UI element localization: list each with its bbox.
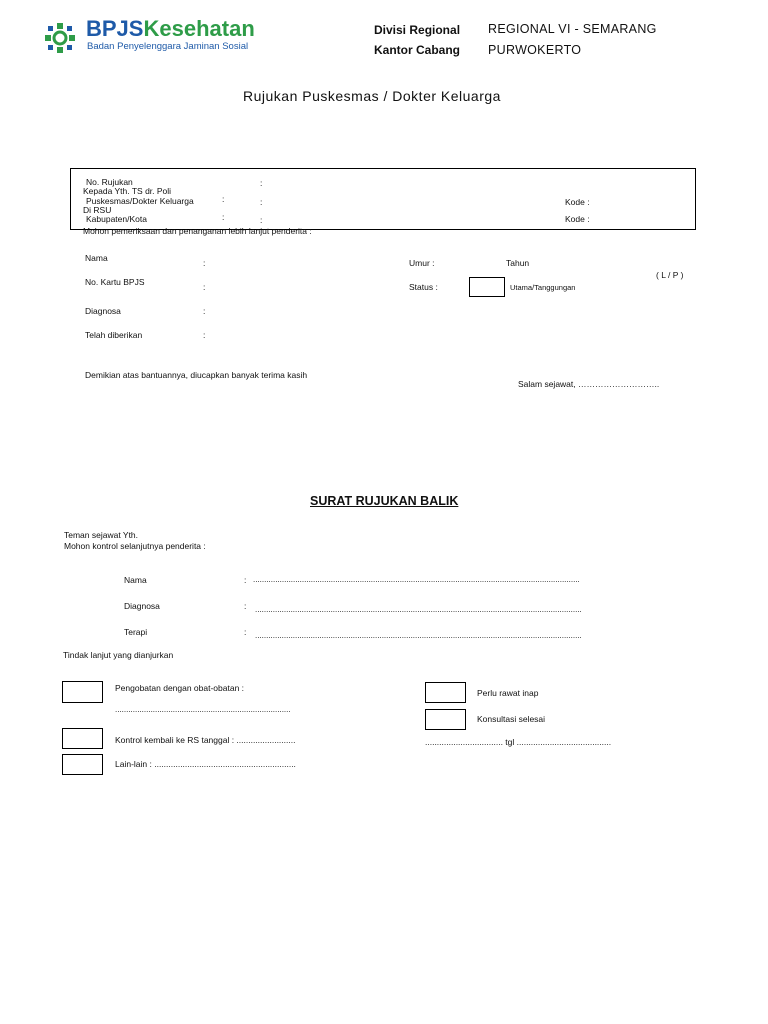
page-title: Rujukan Puskesmas / Dokter Keluarga bbox=[243, 88, 501, 104]
balik-nama-line[interactable]: ................................................................................................................................................... bbox=[253, 575, 580, 584]
tanggal-line[interactable]: ................................. tgl ........................................ bbox=[425, 737, 612, 747]
brand-name bbox=[86, 16, 255, 42]
balik-nama-label: Nama bbox=[124, 575, 147, 585]
kontrol-checkbox[interactable] bbox=[62, 728, 103, 749]
rawat-inap-label: Perlu rawat inap bbox=[477, 688, 539, 698]
rawat-inap-checkbox[interactable] bbox=[425, 682, 466, 703]
divisi-value: REGIONAL VI - SEMARANG bbox=[488, 22, 657, 36]
balik-terapi-label: Terapi bbox=[124, 627, 148, 637]
kabupaten-colon-2: : bbox=[260, 215, 263, 225]
pengobatan-line[interactable]: ............................................................................... bbox=[115, 705, 291, 714]
brand-subtitle: Badan Penyelenggara Jaminan Sosial bbox=[87, 41, 249, 52]
konsultasi-checkbox[interactable] bbox=[425, 709, 466, 730]
diagnosa-colon: : bbox=[203, 306, 206, 316]
bpjs-logo-icon bbox=[44, 22, 76, 54]
no-kartu-colon: : bbox=[203, 282, 206, 292]
brand-part2: Kesehatan bbox=[143, 16, 255, 41]
diagnosa-label: Diagnosa bbox=[85, 306, 121, 316]
balik-nama-colon: : bbox=[244, 575, 247, 585]
puskesmas-colon: : bbox=[222, 194, 225, 204]
lain-lain-label: Lain-lain : ............................................................ bbox=[115, 759, 296, 769]
no-kartu-label: No. Kartu BPJS bbox=[85, 277, 145, 287]
mohon-kontrol: Mohon kontrol selanjutnya penderita : bbox=[64, 541, 206, 551]
salam-sejawat: Salam sejawat, ……………………….. bbox=[518, 379, 660, 389]
kode-1-label: Kode : bbox=[565, 197, 590, 207]
balik-terapi-line[interactable]: ................................................................................................................................................... bbox=[255, 631, 582, 640]
balik-terapi-colon: : bbox=[244, 627, 247, 637]
kabupaten-colon: : bbox=[222, 212, 225, 222]
telah-diberikan-colon: : bbox=[203, 330, 206, 340]
umur-label: Umur : bbox=[409, 258, 435, 268]
status-label: Status : bbox=[409, 282, 438, 292]
pengobatan-checkbox[interactable] bbox=[62, 681, 103, 703]
kantor-value: PURWOKERTO bbox=[488, 43, 582, 57]
balik-diagnosa-colon: : bbox=[244, 601, 247, 611]
balik-diagnosa-label: Diagnosa bbox=[124, 601, 160, 611]
kontrol-label: Kontrol kembali ke RS tanggal : ......................... bbox=[115, 735, 296, 745]
balik-diagnosa-line[interactable]: ................................................................................................................................................... bbox=[255, 605, 582, 614]
konsultasi-label: Konsultasi selesai bbox=[477, 714, 546, 724]
teman-sejawat: Teman sejawat Yth. bbox=[64, 530, 139, 540]
demikian-text: Demikian atas bantuannya, diucapkan banyak terima kasih bbox=[85, 370, 308, 380]
pengobatan-label: Pengobatan dengan obat-obatan : bbox=[115, 683, 245, 693]
kepada-label: Kepada Yth. TS dr. Poli bbox=[83, 186, 172, 196]
no-rujukan-colon: : bbox=[260, 178, 263, 188]
kode-2-label: Kode : bbox=[565, 214, 590, 224]
di-rsu-label: Di RSU bbox=[83, 205, 112, 215]
lain-lain-checkbox[interactable] bbox=[62, 754, 103, 775]
nama-label: Nama bbox=[85, 253, 108, 263]
utama-tanggungan-label: Utama/Tanggungan bbox=[510, 283, 576, 292]
puskesmas-label: Puskesmas/Dokter Keluarga bbox=[86, 196, 194, 206]
tindak-lanjut-label: Tindak lanjut yang dianjurkan bbox=[63, 650, 174, 660]
telah-diberikan-label: Telah diberikan bbox=[85, 330, 143, 340]
balik-title: SURAT RUJUKAN BALIK bbox=[310, 494, 459, 508]
mohon-pemeriksaan: Mohon pemeriksaan dan penanganan lebih lanjut penderita : bbox=[83, 226, 312, 236]
brand-part1: BPJS bbox=[86, 16, 144, 41]
divisi-label: Divisi Regional bbox=[374, 23, 461, 37]
puskesmas-colon-2: : bbox=[260, 197, 263, 207]
no-rujukan-label: No. Rujukan bbox=[86, 177, 133, 187]
kantor-label: Kantor Cabang bbox=[374, 43, 461, 57]
status-input-box[interactable] bbox=[469, 277, 505, 297]
kabupaten-label: Kabupaten/Kota bbox=[86, 214, 147, 224]
nama-colon: : bbox=[203, 258, 206, 268]
tahun-label: Tahun bbox=[506, 258, 530, 268]
gender-label: ( L / P ) bbox=[656, 270, 684, 280]
